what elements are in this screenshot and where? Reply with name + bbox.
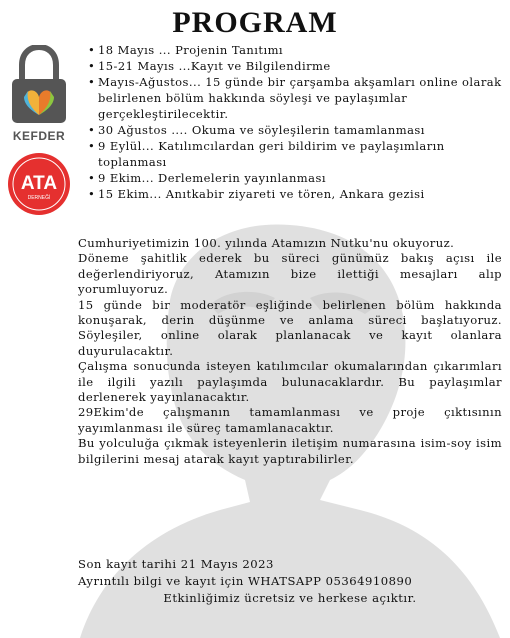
ata-logo-text: ATA <box>20 173 58 194</box>
schedule-item: • 9 Ekim... Derlemelerin yayınlanması <box>88 170 502 186</box>
description-paragraph: Bu yolculuğa çıkmak isteyenlerin iletişim numarasına isim-soy isim bilgilerini mesaj atarak kayıt yaptırabilirler. <box>78 436 502 466</box>
description-paragraph: Döneme şahitlik ederek bu süreci günümüz bakış açısı ile değerlendiriyoruz, Atamızın bize ilettiği mesajları alıp yorumluyoruz. <box>78 251 502 297</box>
schedule-item: • 18 Mayıs ... Projenin Tanıtımı <box>88 42 502 58</box>
description-paragraph: Cumhuriyetimizin 100. yılında Atamızın Nutku'nu okuyoruz. <box>78 236 455 250</box>
description-text <box>78 236 502 467</box>
contact-info: Ayrıntılı bilgi ve kayıt için WHATSAPP 05364910890 <box>78 574 413 588</box>
logo-column <box>6 45 72 221</box>
kefder-logo <box>6 45 72 143</box>
program-schedule-list <box>88 42 502 202</box>
schedule-item: • 15-21 Mayıs ...Kayıt ve Bilgilendirme <box>88 58 502 74</box>
footer-info <box>78 556 502 607</box>
schedule-item: • Mayıs-Ağustos... 15 günde bir çarşamba akşamları online olarak belirlenen bölüm hakkında söyleşi ve paylaşımlar gerçekleştirilecektir. <box>88 74 502 122</box>
schedule-item: • 15 Ekim... Anıtkabir ziyareti ve tören, Ankara gezisi <box>88 186 502 202</box>
description-paragraph: 15 günde bir moderatör eşliğinde belirlenen bölüm hakkında konuşarak, derin düşünme ve anlama süreci başlatıyoruz. Söyleşiler, online olarak planlanacak ve kayıt olanlara duyurulacaktır. <box>78 297 502 358</box>
registration-deadline: Son kayıt tarihi 21 Mayıs 2023 <box>78 557 274 571</box>
kefder-logo-text: KEFDER <box>12 129 66 143</box>
free-event-note: Etkinliğimiz ücretsiz ve herkese açıktır. <box>163 591 417 605</box>
kefder-lock-icon <box>6 45 72 127</box>
schedule-item: • 9 Eylül... Katılımcılardan geri bildirim ve paylaşımların toplanması <box>88 138 502 170</box>
ata-dernegi-logo <box>6 151 72 221</box>
description-paragraph: 29Ekim'de çalışmanın tamamlanması ve proje çıktısının yayımlanması ile süreç tamamlanacaktır. <box>78 405 502 435</box>
ata-logo-subtext: DERNEĞİ <box>27 195 51 201</box>
schedule-item: • 30 Ağustos .... Okuma ve söyleşilerin tamamlanması <box>88 122 502 138</box>
ata-logo-badge <box>6 151 72 217</box>
description-paragraph: Çalışma sonucunda isteyen katılımcılar okumalarından çıkarımları ile ilgili yazılı paylaşımda bulunacaklardır. Bu paylaşımlar derlenerek yayınlanacaktır. <box>78 359 502 405</box>
page-title: PROGRAM <box>172 6 338 39</box>
